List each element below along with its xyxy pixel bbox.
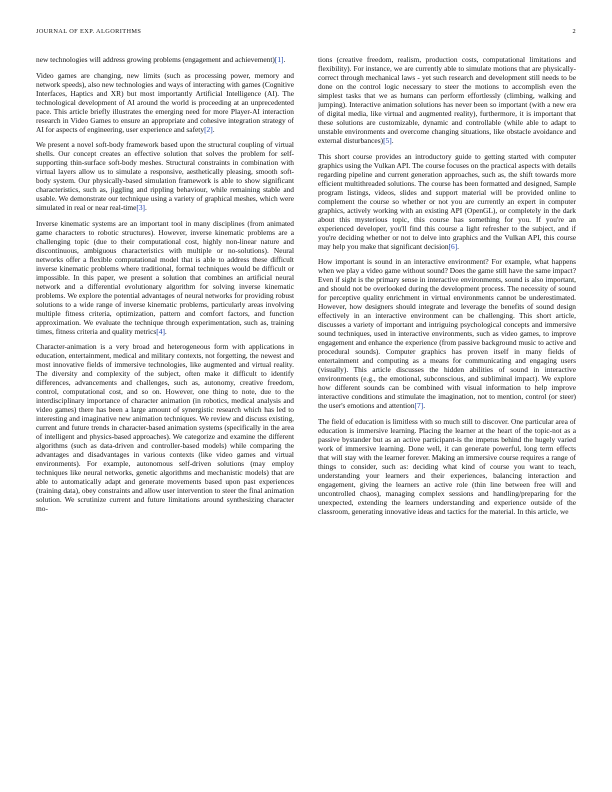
citation-link[interactable]: [3] [136, 203, 145, 212]
paragraph: How important is sound in an interactive environment? For example, what happens when we play a video game without sound? Does the game still have the same impact? Even if sight is the primary sense in interactive environments, sound is also important, and should not be overlooked during the development process. The necessity of sound for perceptive quality enrichment in virtual environments cannot be underestimated. However, how designers should integrate and leverage the benefits of sound design effectively in an interactive environment can be challenging. This short article, discusses a variety of important and intriguing psychological concepts and immersive sound techniques, used in interactive environments, such as video games, to improve engagement and enhance the experience (from passive background music to active and procedural sounds). Computer graphics has proven itself in many fields of entertainment and computing as a means for communicating and engaging users (visually). This article discusses the hidden abilities of sound in interactive environments (e.g., the emotional, subconscious, and subliminal impact). We explore how different sounds can be combined with visual information to help improve interactive conditions and stimulate the imagination, not to mention, control (or steer) the user's emotions and attention[7]. [318, 257, 576, 410]
right-column [318, 55, 576, 770]
paragraph: This short course provides an introductory guide to getting started with computer graphics using the Vulkan API. The course focuses on the practical aspects with details regarding pipeline and current generation approaches, such as, the shift towards more efficient multithreaded solutions. The course has been formatted and designed, Sample program listings, videos, slides and support material will be provided online to complement the course so whether or not you are currently an expert in computer graphics, actively working with an existing API (OpenGL), or completely in the dark about this mysterious topic, this course has something for you. If you're an experienced developer, you'll find this course a light refresher to the subject, and if you're deciding whether or not to delve into graphics and the Vulkan API, this course may help you make that significant decision[6]. [318, 151, 576, 251]
citation-link[interactable]: [4] [156, 326, 165, 336]
paragraph: Video games are changing, new limits (such as processing power, memory and network speeds), also new technologies and ways of interacting with games (Cognitive Interfaces, Haptics and XR) but most importantly Artificial Intelligence (AI). The technological development of AI around the world is proceeding at an unprecedented pace. This article briefly illustrates the emerging need for more Player-AI interaction research in Video Games to ensure an appropriate and cohesive integration strategy of AI for aspects of engineering, user experience and safety[2]. [36, 70, 294, 134]
paragraph: Character-animation is a very broad and heterogeneous form with applications in education, entertainment, medical and military contexts, not forgetting, the newest and most innovative fields of immersive technologies, like augmented and virtual reality. The diversity and complexity of the subject, often make it difficult to identify differences, advancements and challenges, such as, autonomy, creative freedom, control, computational cost, and so on. However, one thing to note, due to the interdisciplinary importance of character animation (in robotics, medical analysis and video games) there has been a large amount of synergistic research which has led to interesting and imaginative new animation techniques. We review and discuss existing, current and future trends in character-based animation systems (specifically in the area of intelligent and physics-based approaches). We categorize and examine the different algorithms (such as data-driven and controller-based models) while comparing the advantages and disadvantages in various contexts (like video games and virtual environments). For example, autonomous self-driven solutions (may employ techniques like neural networks, genetic algorithms and mechanistic models) that are able to automatically adapt and generate movements based upon past experiences (training data), obey constraints and allow user intervention to steer the final animation solution. We scrutinize current and future limitations around synthesizing character mo- [36, 342, 294, 513]
citation-link[interactable]: [7] [414, 401, 424, 410]
citation-link[interactable]: [5] [383, 136, 392, 145]
paragraph: The field of education is limitless with so much still to discover. One particular area of education is immersive learning. Placing the learner at the heart of the topic-not as a passive bystander but as an active participant-is the impetus behind the hugely varied work of immersive learning. Done well, it can generate powerful, long term effects that will stay with the learner forever. Making an immersive course requires a range of things to consider, such as: deciding what kind of course you want to teach, understanding your learners and their experiences, balancing interaction and engagement, giving the learners an active role (thin line between free will and uncontrolled chaos), managing complex sessions and handling/preparing for the unexpected, extending the learners understanding and experience outside of the classroom, generating innovative ideas and tactics for the material. In this article, we [318, 416, 576, 516]
citation-link[interactable]: [2] [204, 124, 213, 134]
journal-title: JOURNAL OF EXP. ALGORITHMS [36, 28, 142, 35]
paragraph: We present a novel soft-body framework based upon the structural coupling of virtual shells. Our concept creates an effective solution that solves the problem for self-supporting thin-surface soft-body meshes. Structural constraints in combination with virtual layers allow us to simulate a responsive, aesthetically pleasing, smooth soft-body system. Our physically-based simulation framework is able to show significant characteristics, such as, jiggling and rippling behaviour, while remaining stable and usable. We demonstrate our technique using a variety of graphical meshes, which were simulated in real or near real-time[3]. [36, 140, 294, 212]
paragraph: new technologies will address growing problems (engagement and achievement)[1]. [36, 55, 286, 64]
left-column [36, 55, 294, 770]
running-head [36, 28, 576, 38]
paragraph: tions (creative freedom, realism, production costs, computational limitations and flexibility). For instance, we are currently able to simulate motions that are physically-correct through mechanical laws - yet such research and development still needs to be done on the control logic necessary to steer the motions to accomplish even the simplest tasks that we as humans can perform effortlessly (climbing, walking and jumping). Interactive animation solutions has never been so important (with a new era of digital media, like virtual and augmented reality), furthermore, it is important that these solutions are customizable, dynamic and controllable (while able to adapt to unstable environments and overcome changing situations, like obstacle avoidance and external disturbances)[5]. [318, 55, 576, 145]
paragraph: Inverse kinematic systems are an important tool in many disciplines (from animated game characters to robotic structures). However, inverse kinematic problems are a challenging topic (due to their computational cost, highly non-linear nature and discontinuous, ambiguous characteristics with multiple or no-solutions). Neural networks offer a flexible computational model that is able to address these difficult inverse kinematic problems where traditional, formal techniques would be difficult or impossible. In this paper, we present a solution that combines an artificial neural network and a differential evolutionary algorithm for solving inverse kinematic problems. We explore the potential advantages of neural networks for providing robust solutions to a wide range of inverse kinematic problems, particularly areas involving multiple fitness criteria, optimization, pattern and comfort factors, and function approximation. We evaluate the technique through experimentation, such as, training times, fitness criteria and quality metrics[4]. [36, 218, 294, 336]
citation-link[interactable]: [6] [448, 241, 458, 251]
page-number: 2 [572, 28, 576, 35]
citation-link[interactable]: [1] [274, 55, 284, 64]
